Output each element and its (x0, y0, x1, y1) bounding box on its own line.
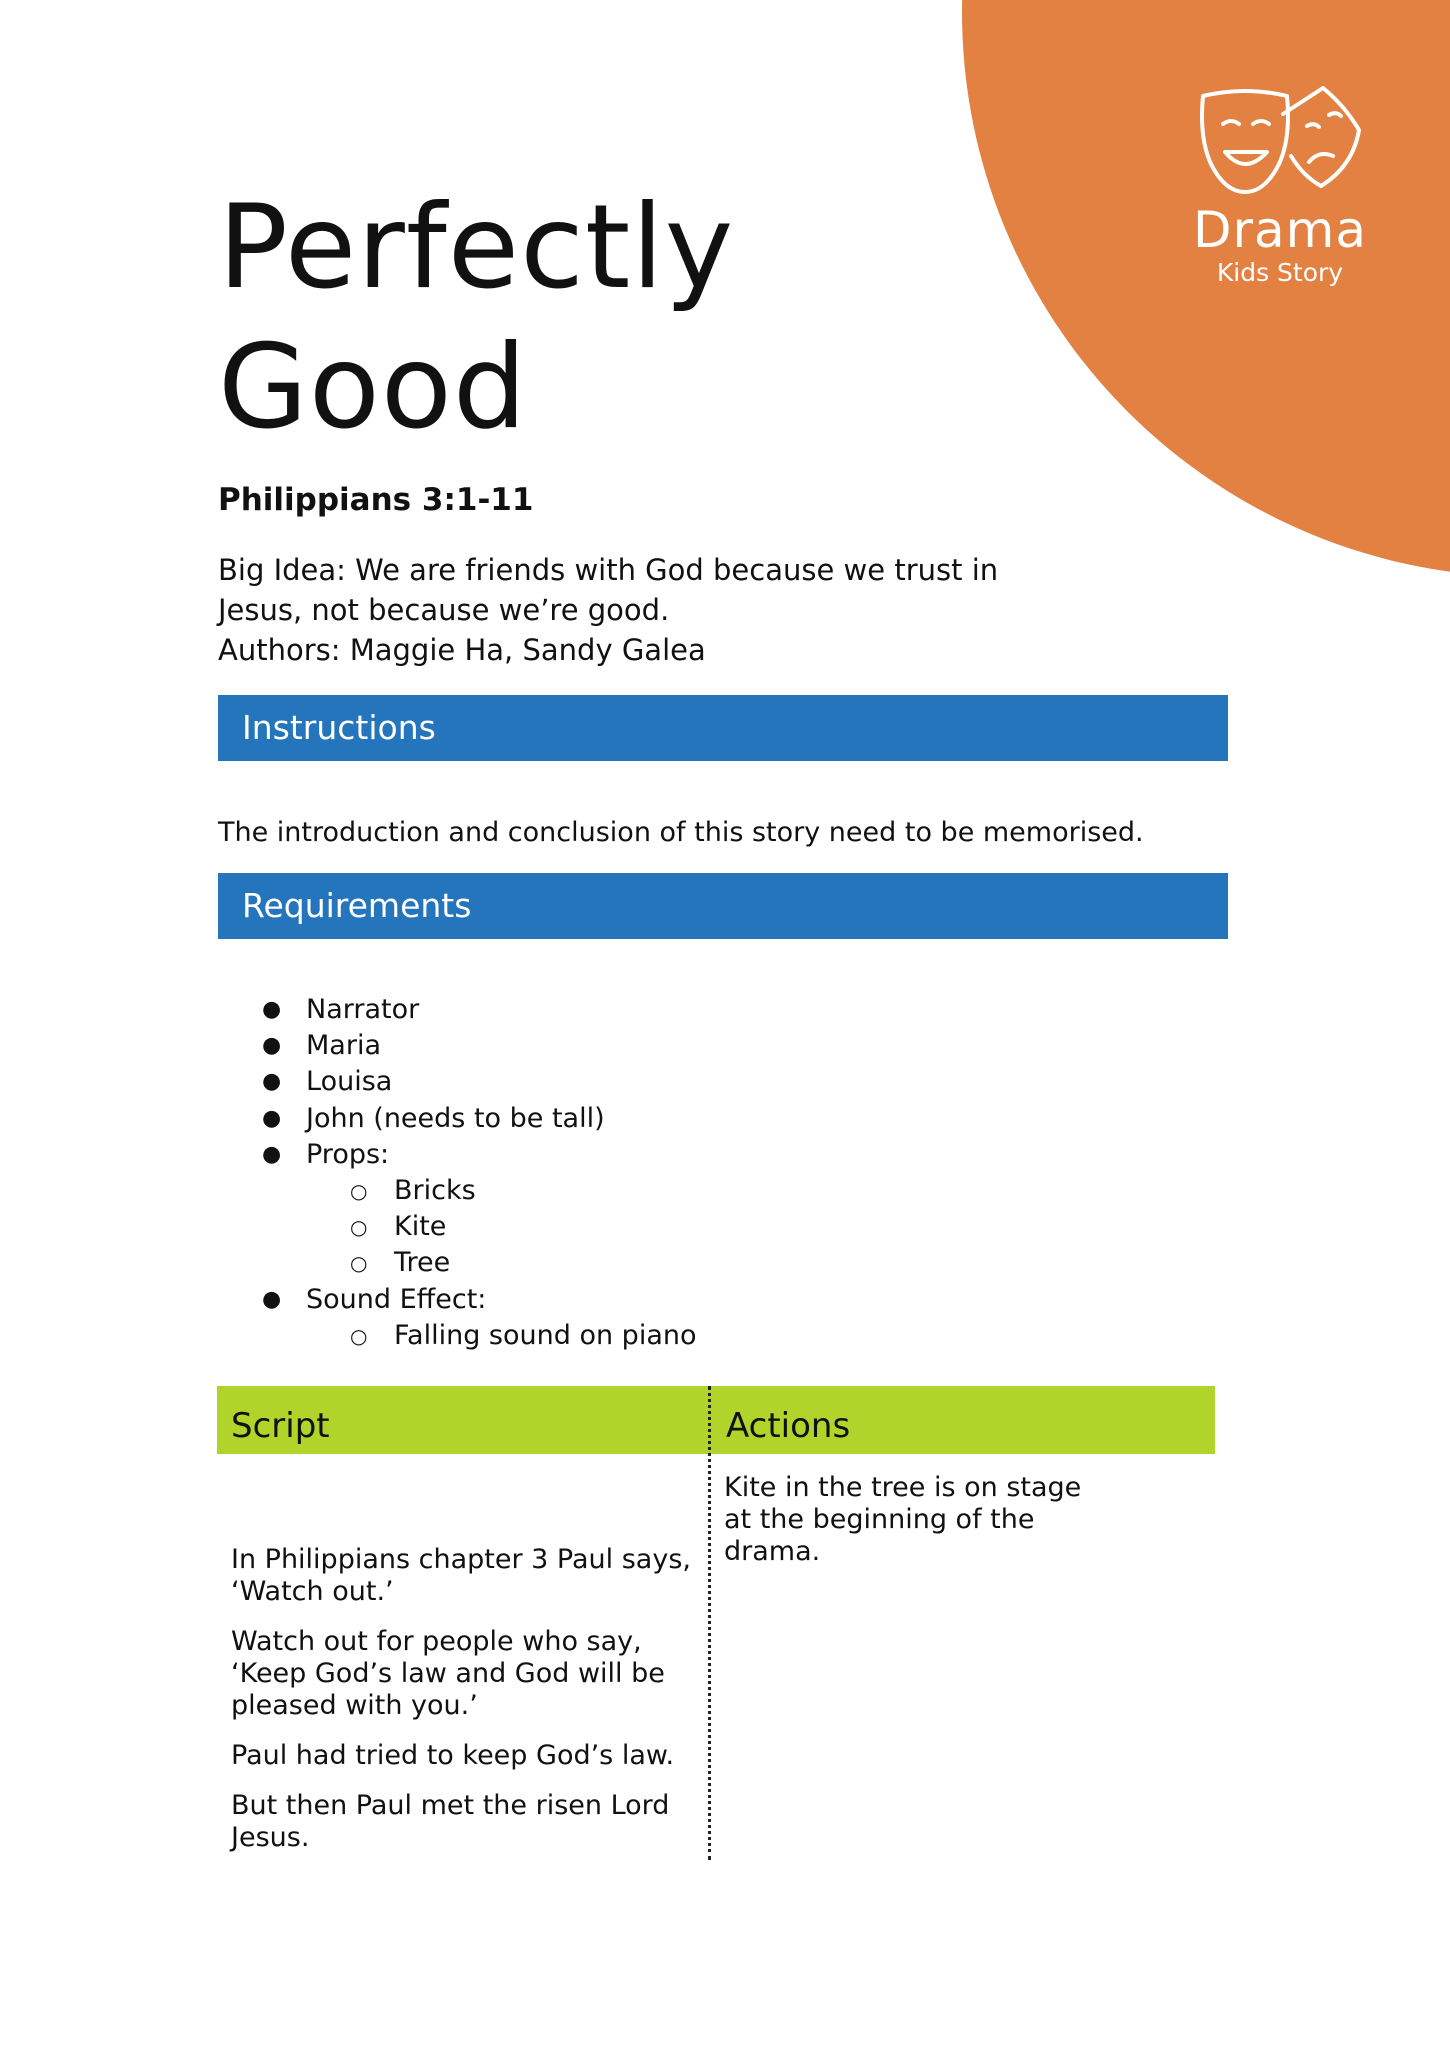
instructions-heading: Instructions (218, 695, 1228, 761)
theatre-masks-icon (1195, 82, 1365, 198)
story-meta (218, 550, 999, 670)
script-line: But then Paul met the risen Lord Jesus. (231, 1790, 670, 1853)
script-line: In Philippians chapter 3 Paul says, ‘Watch out.’ (231, 1544, 691, 1607)
requirements-heading: Requirements (218, 873, 1228, 939)
authors: Authors: Maggie Ha, Sandy Galea (218, 633, 706, 667)
script-line: Paul had tried to keep God’s law. (231, 1740, 675, 1771)
column-divider (708, 1386, 711, 1860)
instructions-text: The introduction and conclusion of this story need to be memorised. (218, 817, 1144, 848)
actions-column-header: Actions (708, 1386, 1215, 1454)
big-idea-line-2: Jesus, not because we’re good. (218, 593, 670, 627)
script-column (231, 1544, 701, 1872)
badge-subtitle: Kids Story (1216, 258, 1344, 287)
title-line-1: Perfectly (218, 180, 735, 315)
script-line: Watch out for people who say, ‘Keep God’s law and God will be pleased with you.’ (231, 1626, 665, 1721)
badge-title: Drama (1192, 201, 1368, 259)
big-idea-line-1: Big Idea: We are friends with God because we trust in (218, 553, 999, 587)
drama-badge (1150, 82, 1410, 288)
title-line-2: Good (218, 320, 528, 455)
actions-column: Kite in the tree is on stage at the beginning of the drama. (724, 1472, 1082, 1567)
scripture-reference: Philippians 3:1-11 (218, 482, 534, 518)
script-column-header: Script (217, 1386, 708, 1454)
page-title (218, 178, 734, 458)
